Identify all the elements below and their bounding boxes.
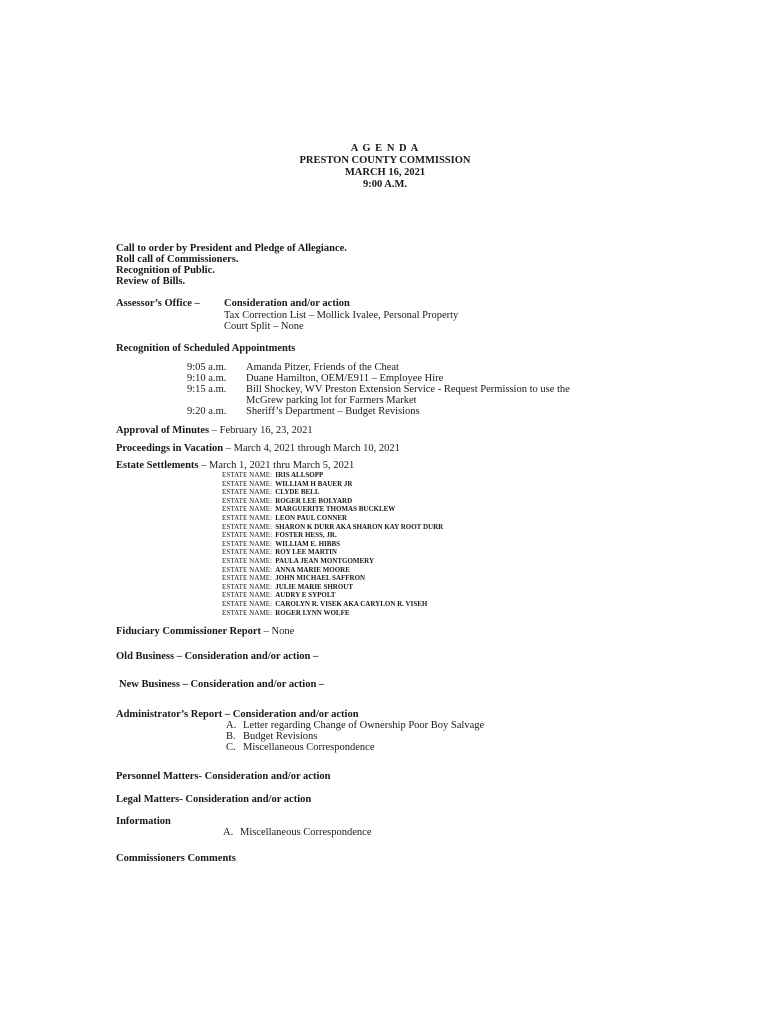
estate-prefix: ESTATE NAME: <box>222 557 273 565</box>
estate-prefix: ESTATE NAME: <box>222 479 273 488</box>
estate-row <box>222 557 374 566</box>
estate-prefix: ESTATE NAME: <box>222 548 273 557</box>
vacation-label: Proceedings in Vacation <box>116 443 224 454</box>
info-item-letter: A. <box>223 827 234 838</box>
estate-prefix: ESTATE NAME: <box>222 600 273 608</box>
appointment-time: 9:20 a.m. <box>187 406 227 417</box>
estate-name: ROGER LYNN WOLFE <box>275 608 350 617</box>
commissioners-comments: Commissioners Comments <box>116 853 236 864</box>
estate-name: MARGUERITE THOMAS BUCKLEW <box>275 505 396 514</box>
assessor-heading: Consideration and/or action <box>224 298 350 309</box>
estate-prefix: ESTATE NAME: <box>222 505 273 514</box>
estate-name: WILLIAM H BAUER JR <box>275 479 353 488</box>
appointment-text: McGrew parking lot for Farmers Market <box>246 395 417 406</box>
appointment-time: 9:15 a.m. <box>187 384 227 395</box>
minutes-line <box>116 425 313 437</box>
vacation-line <box>116 443 400 455</box>
estate-row <box>222 505 395 514</box>
estate-name: ROY LEE MARTIN <box>275 548 337 557</box>
estate-name: JULIE MARIE SHROUT <box>275 582 354 591</box>
estate-row <box>222 497 352 506</box>
estate-name: ANNA MARIE MOORE <box>275 565 350 574</box>
admin-item-text: Letter regarding Change of Ownership Poor Boy Salvage <box>243 720 485 731</box>
personnel-matters: Personnel Matters- Consideration and/or action <box>116 771 331 782</box>
estate-prefix: ESTATE NAME: <box>222 608 273 617</box>
estate-row <box>222 609 350 618</box>
fiduciary-label: Fiduciary Commissioner Report <box>116 626 262 637</box>
admin-item-text: Budget Revisions <box>243 731 318 742</box>
estate-name: ROGER LEE BOLYARD <box>275 496 353 505</box>
admin-item-text: Miscellaneous Correspondence <box>243 742 375 753</box>
estate-prefix: ESTATE NAME: <box>222 522 273 531</box>
meeting-date: MARCH 16, 2021 <box>344 167 426 178</box>
estate-row <box>222 540 340 549</box>
appointment-text: Bill Shockey, WV Preston Extension Service - Request Permission to use the <box>246 384 570 395</box>
appointment-text: Amanda Pitzer, Friends of the Cheat <box>246 362 399 373</box>
estate-row <box>222 566 350 575</box>
new-business: New Business – Consideration and/or action – <box>119 679 325 690</box>
admin-item-letter: A. <box>226 720 237 731</box>
estate-name: WILLIAM E. HIBBS <box>275 539 341 548</box>
estate-prefix: ESTATE NAME: <box>222 496 273 505</box>
estate-prefix: ESTATE NAME: <box>222 591 273 600</box>
information-heading: Information <box>116 816 171 827</box>
estate-name: SHARON K DURR AKA SHARON KAY ROOT DURR <box>275 522 444 531</box>
opening-item: Recognition of Public. <box>116 265 215 276</box>
appointment-time: 9:05 a.m. <box>187 362 227 373</box>
estate-row <box>222 583 353 592</box>
appointment-text: Duane Hamilton, OEM/E911 – Employee Hire <box>246 373 444 384</box>
estate-row <box>222 548 337 557</box>
minutes-label: Approval of Minutes <box>116 425 210 436</box>
opening-item: Call to order by President and Pledge of Allegiance. <box>116 243 347 254</box>
info-item-text: Miscellaneous Correspondence <box>240 827 372 838</box>
estate-name: PAULA JEAN MONTGOMERY <box>275 557 375 565</box>
estate-prefix: ESTATE NAME: <box>222 582 273 591</box>
estate-prefix: ESTATE NAME: <box>222 539 273 548</box>
admin-item-letter: B. <box>226 731 236 742</box>
estate-prefix: ESTATE NAME: <box>222 531 273 540</box>
estate-name: JOHN MICHAEL SAFFRON <box>275 574 366 583</box>
appointment-time: 9:10 a.m. <box>187 373 227 384</box>
estate-prefix: ESTATE NAME: <box>222 471 273 479</box>
estate-row <box>222 574 365 583</box>
opening-item: Review of Bills. <box>116 276 186 287</box>
assessor-line: Court Split – None <box>224 321 304 332</box>
estates-text: – March 1, 2021 thru March 5, 2021 <box>198 460 355 471</box>
estate-name: IRIS ALLSOPP <box>275 471 324 479</box>
estate-name: CAROLYN R. VISEK AKA CARYLON R. VISEH <box>275 600 428 608</box>
estate-row <box>222 523 443 532</box>
estates-label: Estate Settlements <box>116 460 199 471</box>
estate-row <box>222 600 427 609</box>
fiduciary-line <box>116 626 294 638</box>
estate-name: FOSTER HESS, JR. <box>275 531 337 540</box>
estate-row <box>222 514 347 523</box>
minutes-text: – February 16, 23, 2021 <box>209 425 313 436</box>
estate-name: CLYDE BELL <box>275 488 320 497</box>
fiduciary-text: – None <box>261 626 295 637</box>
assessor-label: Assessor’s Office – <box>116 298 200 309</box>
admin-item-letter: C. <box>226 742 236 753</box>
estate-prefix: ESTATE NAME: <box>222 514 273 522</box>
estate-name: LEON PAUL CONNER <box>275 514 348 522</box>
estate-name: AUDRY E SYPOLT <box>275 591 336 600</box>
opening-item: Roll call of Commissioners. <box>116 254 239 265</box>
estate-row <box>222 591 336 600</box>
estate-row <box>222 488 320 497</box>
agenda-title: A G E N D A <box>350 143 420 154</box>
assessor-line: Tax Correction List – Mollick Ivalee, Personal Property <box>224 310 459 321</box>
commission-name: PRESTON COUNTY COMMISSION <box>299 155 471 166</box>
appointments-heading: Recognition of Scheduled Appointments <box>116 343 296 354</box>
estate-row <box>222 480 352 489</box>
administrator-heading: Administrator’s Report – Consideration and/or action <box>116 709 359 720</box>
estate-row <box>222 531 337 540</box>
legal-matters: Legal Matters- Consideration and/or action <box>116 794 312 805</box>
appointment-text: Sheriff’s Department – Budget Revisions <box>246 406 420 417</box>
estate-prefix: ESTATE NAME: <box>222 565 273 574</box>
estate-row <box>222 471 323 480</box>
old-business: Old Business – Consideration and/or action – <box>116 651 319 662</box>
meeting-time: 9:00 A.M. <box>362 179 408 190</box>
vacation-text: – March 4, 2021 through March 10, 2021 <box>223 443 400 454</box>
estate-prefix: ESTATE NAME: <box>222 574 273 583</box>
estate-prefix: ESTATE NAME: <box>222 488 273 497</box>
